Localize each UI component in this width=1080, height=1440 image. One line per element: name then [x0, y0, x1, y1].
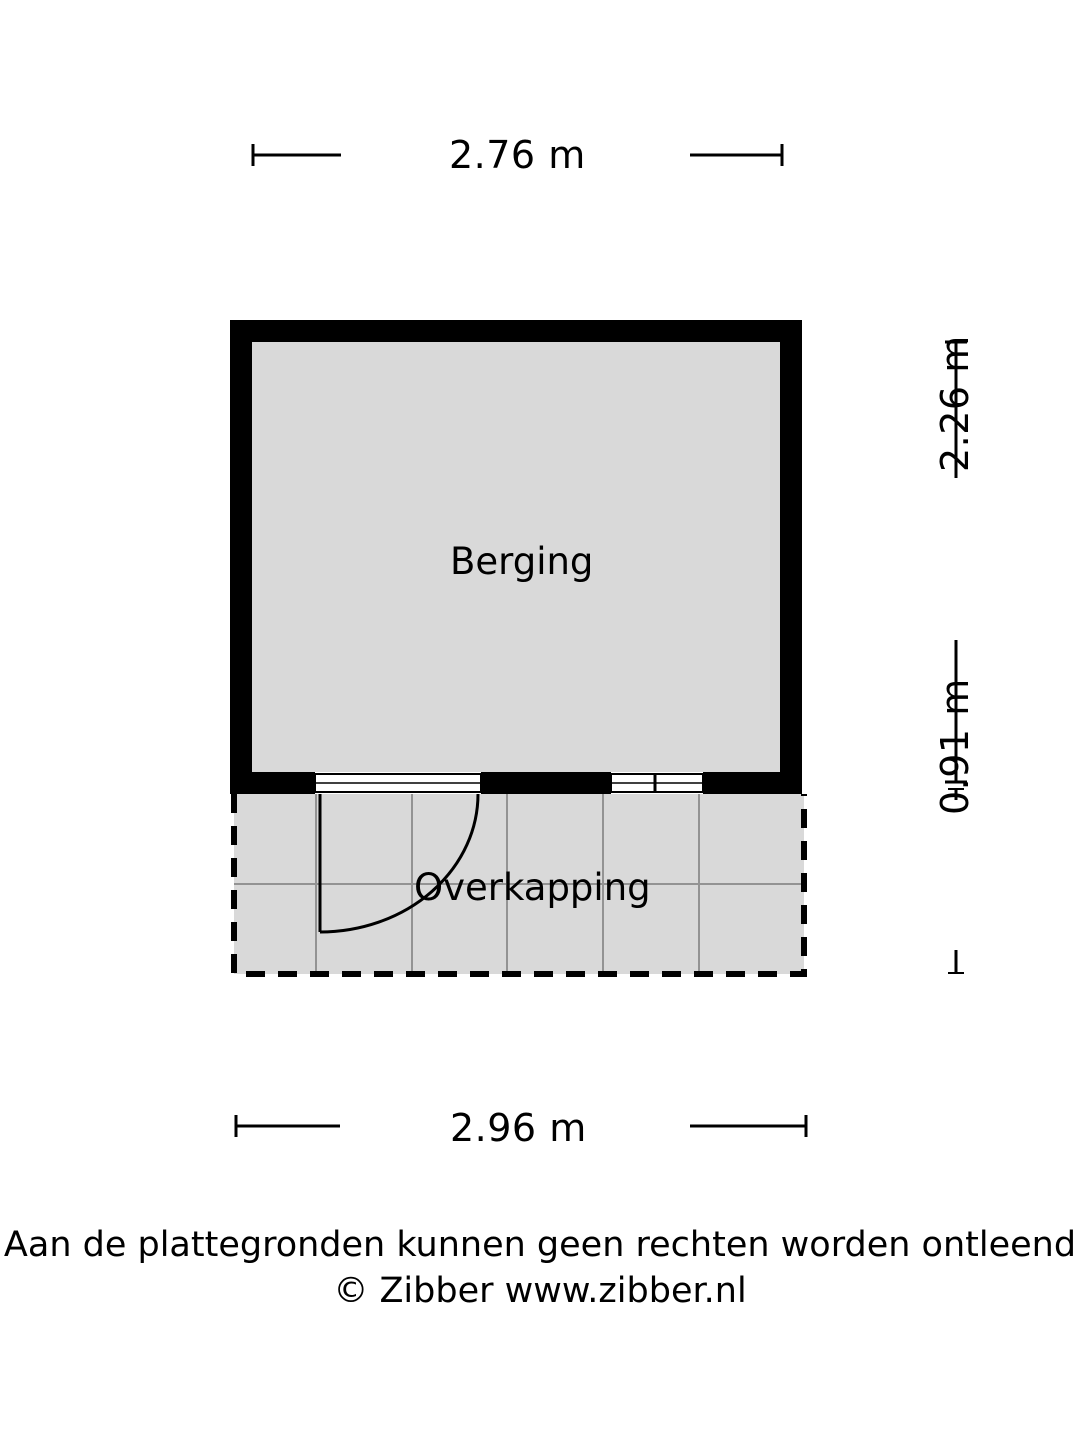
- dimension-label-top: 2.76 m: [449, 133, 586, 177]
- room-label-overkapping: Overkapping: [414, 866, 651, 909]
- footer-disclaimer: Aan de plattegronden kunnen geen rechten worden ontleend: [3, 1225, 1077, 1265]
- dimension-label-bottom: 2.96 m: [450, 1106, 587, 1150]
- dimension-label-right-lower: 0.91 m: [933, 678, 977, 815]
- room-label-berging: Berging: [450, 540, 594, 583]
- footer-copyright: © Zibber www.zibber.nl: [333, 1271, 747, 1311]
- dimension-right-lower: [948, 789, 964, 973]
- footer: [0, 1222, 1080, 1314]
- dimension-label-right-upper: 2.26 m: [933, 335, 977, 472]
- window-berging: [611, 772, 703, 794]
